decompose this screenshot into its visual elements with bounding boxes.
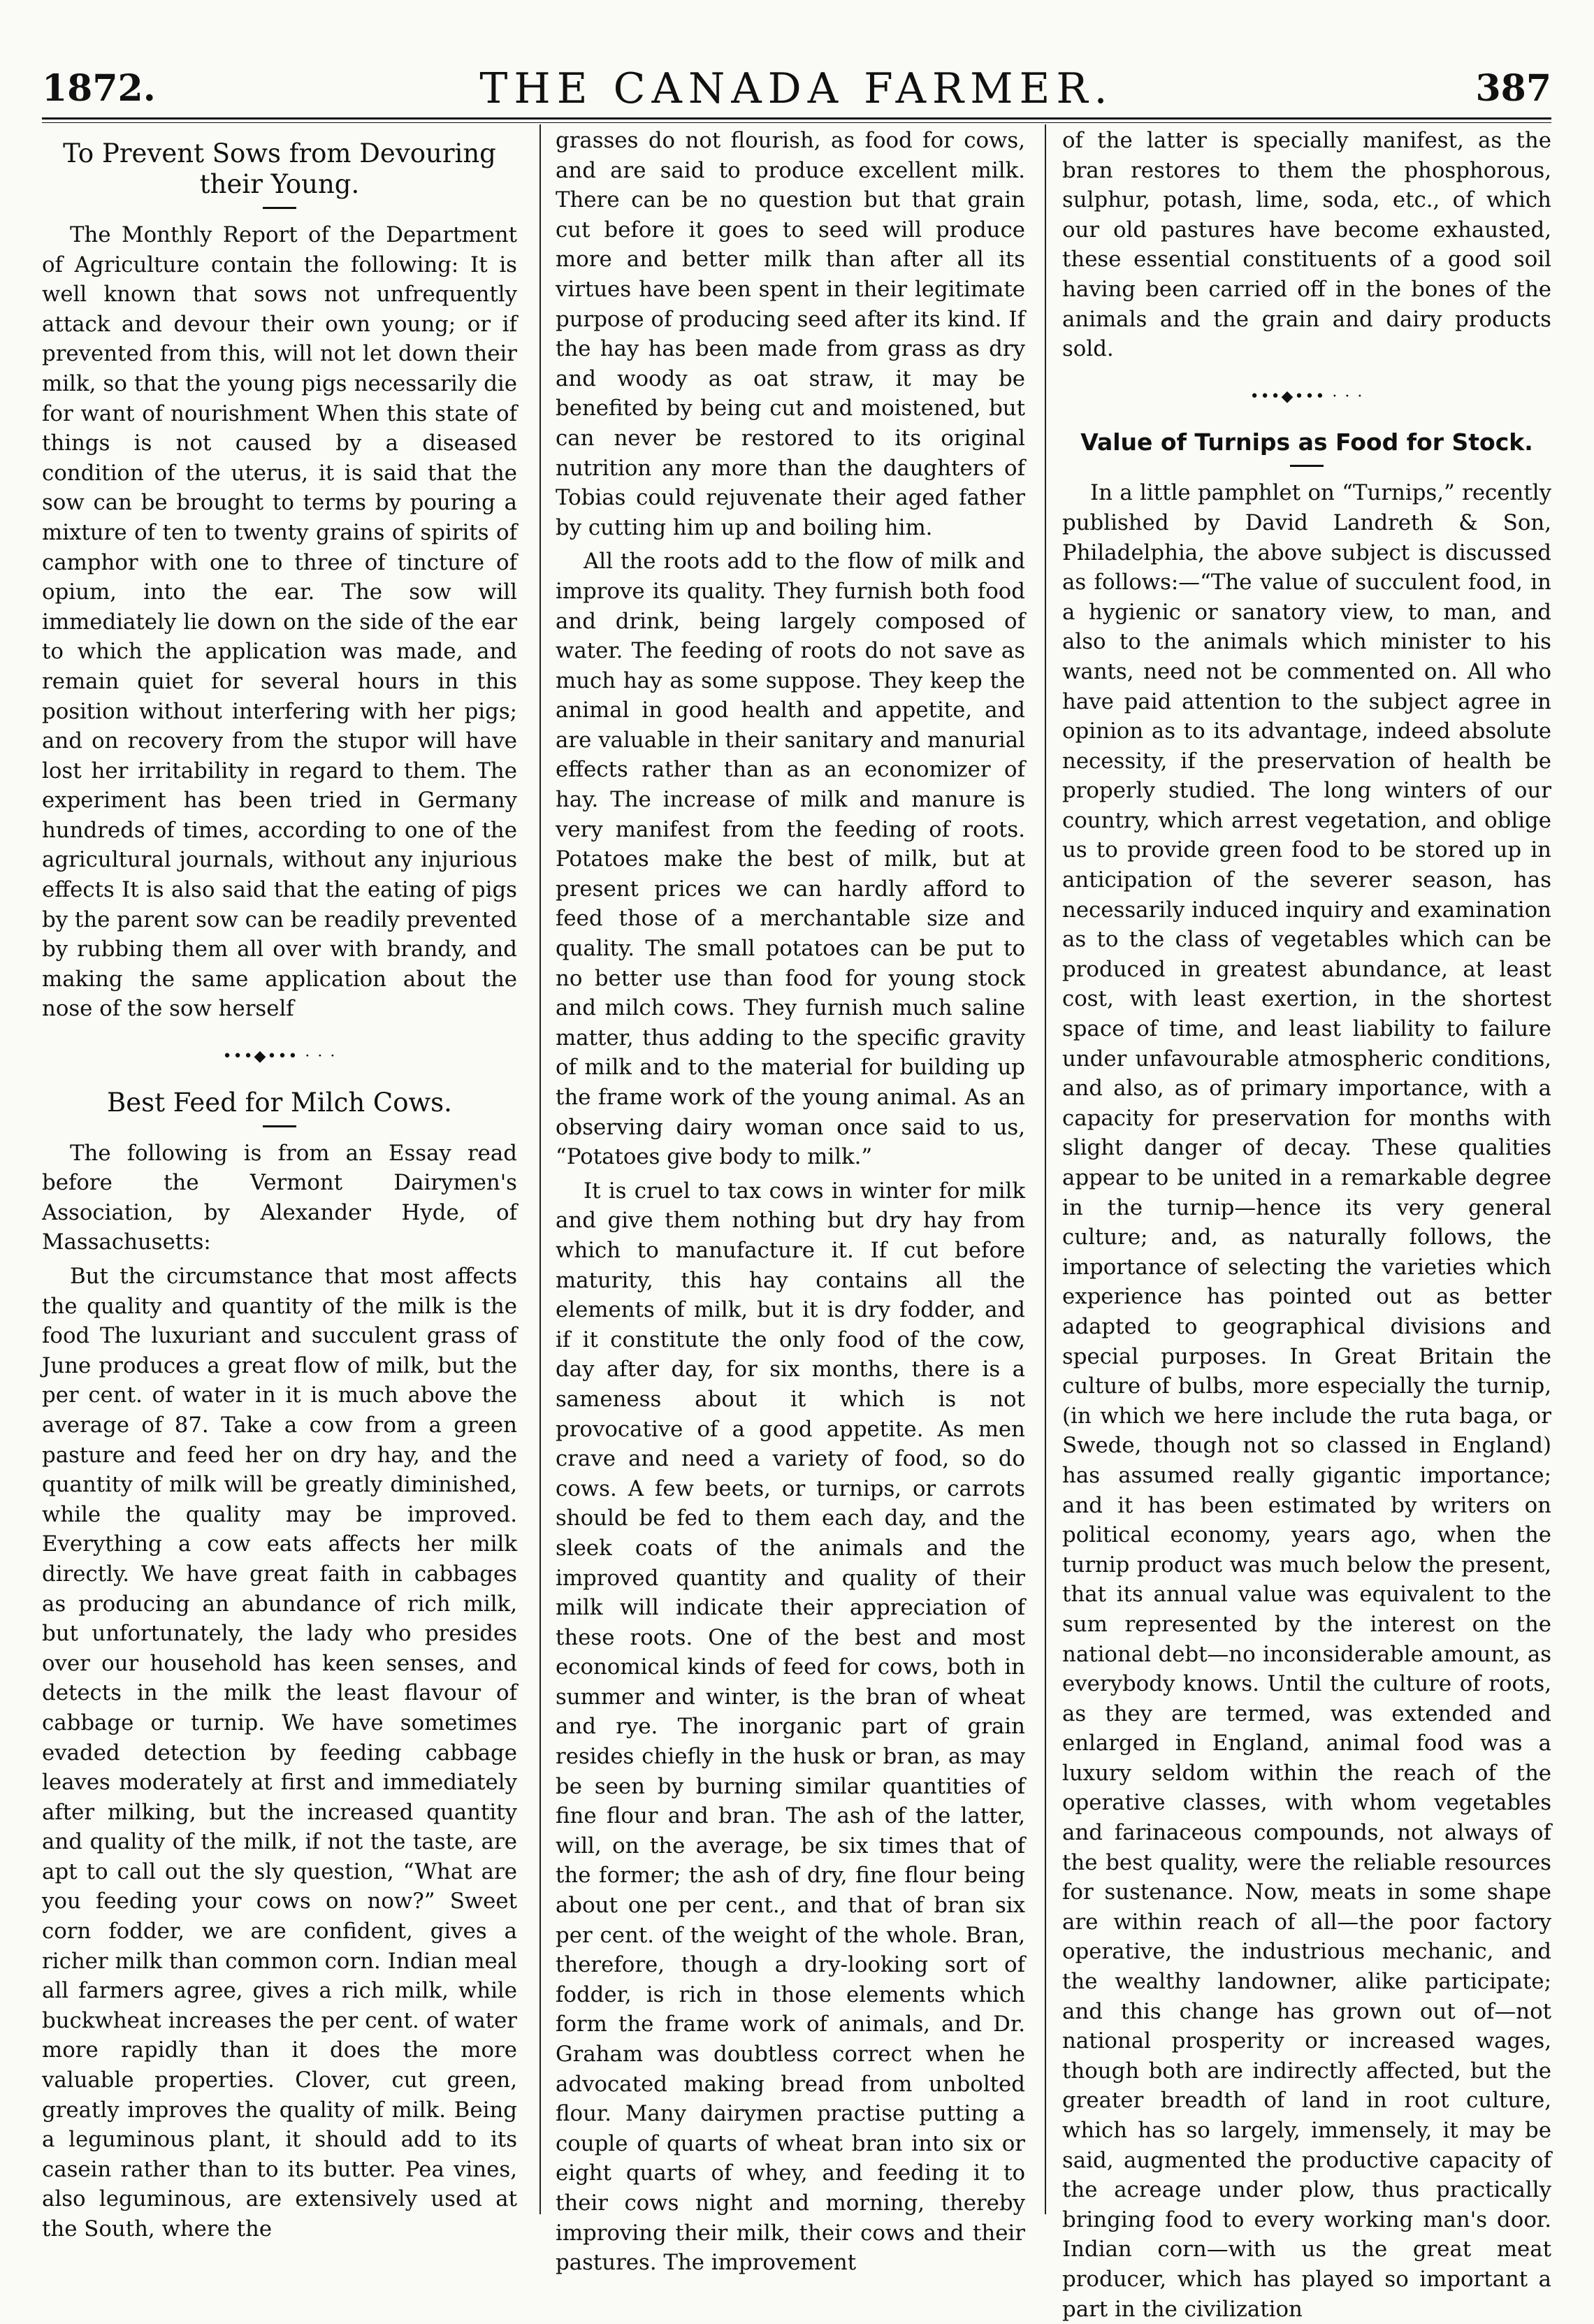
column-divider: [539, 124, 541, 2214]
article-heading: To Prevent Sows from Devouring their Young.: [63, 138, 496, 199]
column-3: [1062, 126, 1551, 2322]
article-heading: Value of Turnips as Food for Stock.: [1080, 428, 1533, 456]
article-paragraph: The following is from an Essay read before the Vermont Dairymen's Association, by Alexander Hyde, of Massachusetts:: [42, 1140, 517, 1255]
article-paragraph: All the roots add to the flow of milk and improve its quality. They furnish both food and drink, being largely composed of water. The feeding of roots do not save as much hay as some suppose. They keep the animal in good health and appetite, and are valuable in their sanitary and manurial effects rather than as an economizer of hay. The increase of milk and manure is very manifest from the feeding of roots. Potatoes make the best of milk, but at present prices we can hardly afford to feed those of a merchantable size and quality. The small potatoes can be put to no better use than food for young stock and milch cows. They furnish much saline matter, thus adding to the specific gravity of milk and to the material for building up the frame work of the young animal. As an observing dairy woman once said to us, “Potatoes give body to milk.”: [556, 549, 1025, 1170]
section-separator: •••◆••• · · ·: [222, 1048, 337, 1066]
article-paragraph: In a little pamphlet on “Turnips,” recently published by David Landreth & Son, Philadelphia, the above subject is discussed as follows:—“The value of succulent food, in a hygienic or sanatory view, to man, and also to the animals which minister to his wants, need not be commented on. All who have paid attention to the subject agree in opinion as to its advantage, indeed absolute necessity, if the preservation of health be properly studied. The long winters of our country, which arrest vegetation, and oblige us to provide green food to be stored up in anticipation of the severer season, has necessarily induced inquiry and examination as to the class of vegetables which can be produced in greatest abundance, at least cost, with least exertion, in the shortest space of time, and least liability to failure under unfavourable atmospheric conditions, and also, as of primary importance, with a capacity for preservation for months with slight danger of decay. These qualities appear to be united in a remarkable degree in the turnip—hence its very general culture; and, as naturally follows, the importance of selecting the varieties which experience has pointed out as better adapted to geographical divisions and special purposes. In Great Britain the culture of bulbs, more especially the turnip, (in which we here include the ruta baga, or Swede, though not so classed in England) has assumed really gigantic importance; and it has been estimated by writers on political economy, years ago, when the turnip product was much below the present, that its annual value was equivalent to the sum represented by the interest on the national debt—no inconsiderable amount, as everybody knows. Until the culture of roots, as they are termed, was extended and enlarged in England, animal food was a luxury seldom within the reach of the operative classes, with whom vegetables and farinaceous compounds, not always of the best quality, were the reliable resources for sustenance. Now, meats in some shape are within reach of all—the poor factory operative, the industrious mechanic, and the wealthy landowner, alike participate; and this change has grown out of—not national prosperity or increased wages, though both are indirectly affected, but the greater breadth of land in root culture, which has so largely, immensely, it may be said, augmented the productive capacity of the acreage under plow, thus practically bringing food to every working man's door. Indian corn—with us the great meat producer, which has played so important a part in the civilization: [1062, 480, 1551, 2322]
article-paragraph: It is cruel to tax cows in winter for milk and give them nothing but dry hay from which to manufacture it. If cut before maturity, this hay contains all the elements of milk, but it is dry fodder, and if it constitute the only food of the cow, day after day, for six months, there is a sameness about it which is not provocative of a good appetite. As men crave and need a variety of food, so do cows. A few beets, or turnips, or carrots should be fed to them each day, and the sleek coats of the animals and the improved quantity and quality of their milk will indicate their appreciation of these roots. One of the best and most economical kinds of feed for cows, both in summer and winter, is the bran of wheat and rye. The inorganic part of grain resides chiefly in the husk or bran, as may be seen by burning similar quantities of fine flour and bran. The ash of the latter, will, on the average, be six times that of the former; the ash of dry, fine flour being about one per cent., and that of bran six per cent. of the weight of the whole. Bran, therefore, though a dry-looking sort of fodder, is rich in those elements which form the frame work of animals, and Dr. Graham was doubtless correct when he advocated making bread from unbolted flour. Many dairymen practise putting a couple of quarts of wheat bran into six or eight quarts of whey, and feeding it to their cows night and morning, thereby improving their milk, their cows and their pastures. The improvement: [556, 1178, 1025, 2276]
issue-year: 1872.: [42, 67, 156, 110]
heading-dash: [1290, 465, 1324, 467]
heading-dash: [263, 1125, 296, 1127]
article-heading: Best Feed for Milch Cows.: [107, 1087, 452, 1118]
header-rule: [42, 117, 1551, 123]
article-paragraph: grasses do not flourish, as food for cows, and are said to produce excellent milk. There can be no question but that grain cut before it goes to seed will produce more and better milk than after all its virtues have been spent in their legitimate purpose of producing seed after its kind. If the hay has been made from grass as dry and woody as oat straw, it may be benefited by being cut and moistened, but can never be restored to its original nutrition any more than the daughters of Tobias could rejuvenate their aged father by cutting him up and boiling him.: [556, 128, 1025, 540]
column-1: [42, 126, 517, 2242]
page-number: 387: [1475, 67, 1551, 110]
newspaper-title: THE CANADA FARMER.: [479, 64, 1114, 113]
heading-dash: [263, 207, 296, 209]
section-separator: •••◆••• · · ·: [1249, 387, 1364, 405]
masthead: [42, 13, 1551, 117]
column-2: [556, 126, 1025, 2276]
article-paragraph: of the latter is specially manifest, as the bran restores to them the phosphorous, sulphur, potash, lime, soda, etc., of which our old pastures have become exhausted, these essential constituents of a good soil having been carried off in the bones of the animals and the grain and dairy products sold.: [1062, 128, 1551, 362]
column-divider: [1045, 124, 1046, 2214]
article-paragraph: But the circumstance that most affects the quality and quantity of the milk is the food The luxuriant and succulent grass of June produces a great flow of milk, but the per cent. of water in it is much above the average of 87. Take a cow from a green pasture and feed her on dry hay, and the quantity of milk will be greatly diminished, while the quality may be improved. Everything a cow eats affects her milk directly. We have great faith in cabbages as producing an abundance of rich milk, but unfortunately, the lady who presides over our household has keen senses, and detects in the milk the least flavour of cabbage or turnip. We have sometimes evaded detection by feeding cabbage leaves moderately at first and immediately after milking, but the increased quantity and quality of the milk, if not the taste, are apt to call out the sly question, “What are you feeding your cows on now?” Sweet corn fodder, we are confident, gives a richer milk than common corn. Indian meal all farmers agree, gives a rich milk, while buckwheat increases the per cent. of water more rapidly than it does the more valuable properties. Clover, cut green, greatly improves the quality of milk. Being a leguminous plant, it should add to its casein rather than to its butter. Pea vines, also leguminous, are extensively used at the South, where the: [42, 1264, 517, 2242]
article-paragraph: The Monthly Report of the Department of Agriculture contain the following: It is well known that sows not unfrequently attack and devour their own young; or if prevented from this, will not let down their milk, so that the young pigs necessarily die for want of nourishment When this state of things is not caused by a diseased condition of the uterus, it is said that the sow can be brought to terms by pouring a mixture of ten to twenty grains of spirits of camphor with one to three of tincture of opium, into the ear. The sow will immediately lie down on the side of the ear to which the application was made, and remain quiet for several hours in this position without interfering with her pigs; and on recovery from the stupor will have lost her irritability in regard to them. The experiment has been tried in Germany hundreds of times, according to one of the agricultural journals, without any injurious effects It is also said that the eating of pigs by the parent sow can be readily prevented by rubbing them all over with brandy, and making the same application about the nose of the sow herself: [42, 222, 517, 1022]
